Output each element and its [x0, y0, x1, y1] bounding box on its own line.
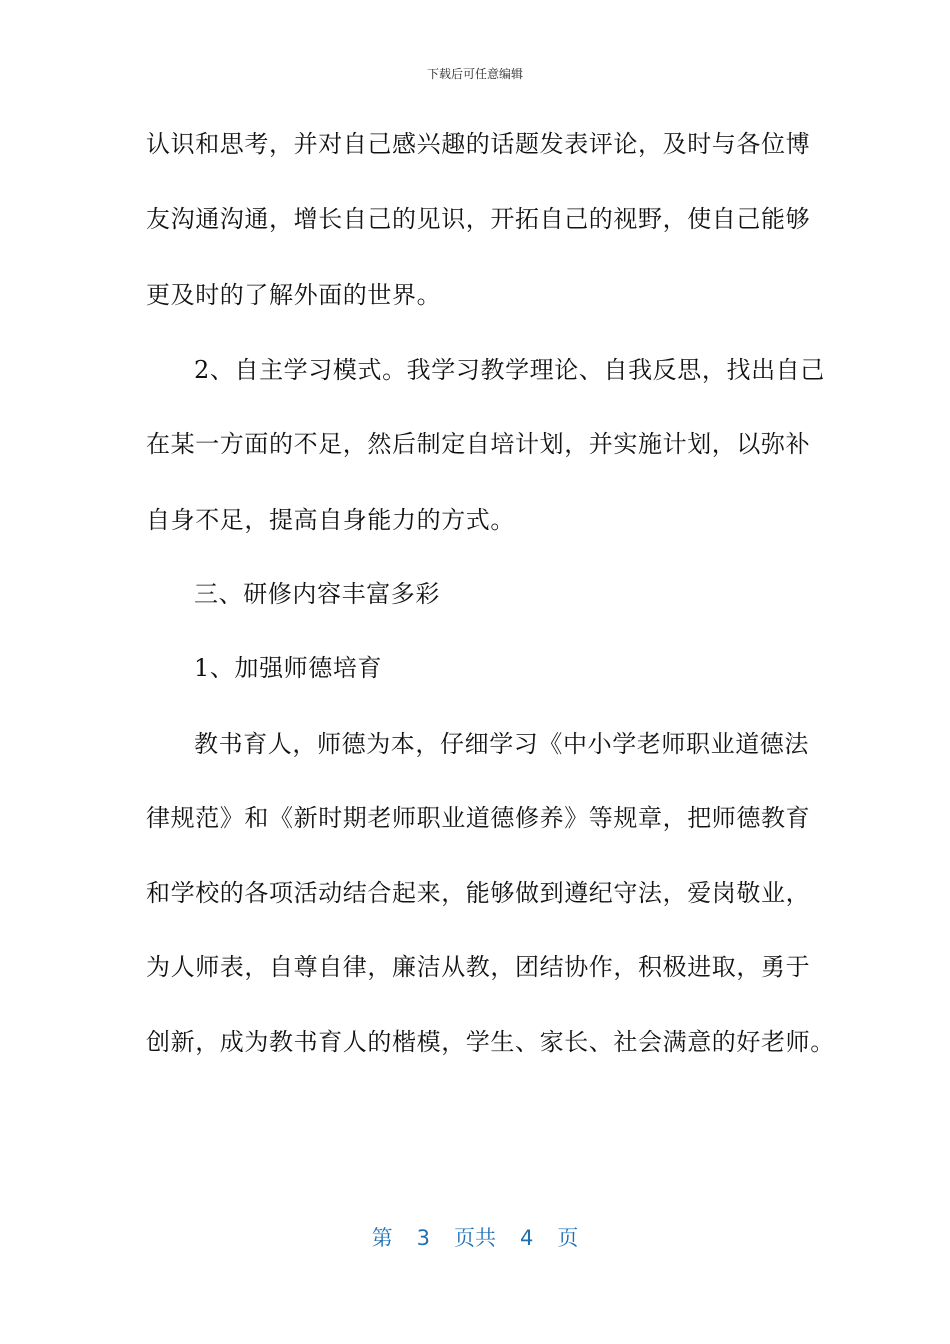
body-line: 创新，成为教书育人的楷模，学生、家长、社会满意的好老师。 — [146, 1028, 835, 1056]
page-footer — [0, 1224, 950, 1252]
body-line: 更及时的了解外面的世界。 — [146, 281, 442, 309]
page-label-prefix: 第 — [371, 1226, 393, 1250]
page-header: 下载后可任意编辑 — [426, 67, 523, 81]
body-line: 和学校的各项活动结合起来，能够做到遵纪守法，爱岗敬业， — [146, 879, 811, 907]
body-line: 律规范》和《新时期老师职业道德修养》等规章，把师德教育 — [146, 804, 811, 832]
subsection-heading: 1、加强师德培育 — [194, 654, 383, 682]
body-line: 友沟通沟通，增长自己的见识，开拓自己的视野，使自己能够 — [146, 205, 811, 233]
section-heading: 三、研修内容丰富多彩 — [194, 580, 440, 608]
page-label-suffix: 页 — [557, 1226, 579, 1250]
total-pages-number: 4 — [520, 1226, 534, 1250]
body-line: 自身不足，提高自身能力的方式。 — [146, 506, 515, 534]
page-label-middle: 页共 — [454, 1226, 496, 1250]
body-line: 为人师表，自尊自律，廉洁从教，团结协作，积极进取，勇于 — [146, 953, 811, 981]
body-line: 2、自主学习模式。我学习教学理论、自我反思，找出自己 — [194, 356, 825, 384]
body-line: 在某一方面的不足，然后制定自培计划，并实施计划，以弥补 — [146, 430, 811, 458]
body-line: 教书育人，师德为本，仔细学习《中小学老师职业道德法 — [194, 730, 809, 758]
body-line: 认识和思考，并对自己感兴趣的话题发表评论，及时与各位博 — [146, 130, 811, 158]
current-page-number: 3 — [416, 1226, 430, 1250]
